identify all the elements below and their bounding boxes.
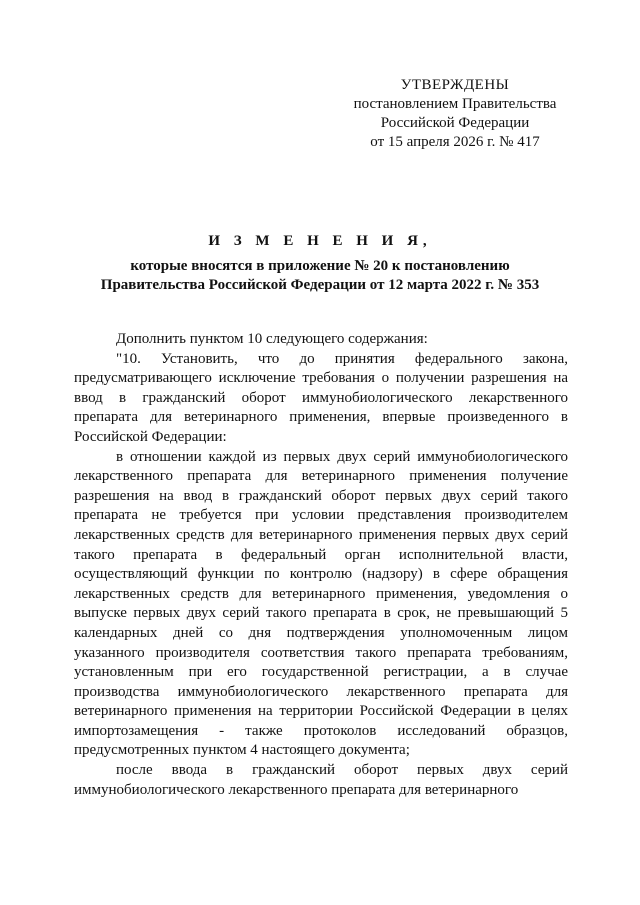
paragraph-2: в отношении каждой из первых двух серий иммунобиологического лекарственного препарата для ветеринарного применения получение разрешения на ввод в гражданский оборот первых двух серий такого препарата не требуется при условии представления производителем лекарственных средств для ветеринарного применения первых двух серий такого препарата в федеральный орган исполнительной власти, осуществляющий функции по контролю (надзору) в сфере обращения лекарственных средств для ветеринарного применения, уведомления о выпуске первых двух серий такого препарата в срок, не превышающий 5 календарных дней со дня подтверждения уполномоченным лицом указанного производителя соответствия такого препарата требованиям, установленным при его государственной регистрации, а в случае производства иммунобиологического лекарственного препарата для ветеринарного применения на территории Российской Федерации в целях импортозамещения - также протоколов исследований образцов, предусмотренных пунктом 4 настоящего документа;: [74, 448, 568, 759]
document-heading: [60, 232, 580, 295]
heading-line-1: которые вносятся в приложение № 20 к постановлению: [130, 258, 510, 274]
heading-line-2: Правительства Российской Федерации от 12 марта 2022 г. № 353: [100, 277, 540, 293]
document-body: [74, 330, 568, 800]
approval-stamp: [340, 76, 570, 152]
heading-title: И З М Е Н Е Н И Я,: [208, 233, 432, 249]
approval-line-3: от 15 апреля 2026 г. № 417: [370, 134, 540, 150]
paragraph-1: "10. Установить, что до принятия федерального закона, предусматривающего исключение требования о получении разрешения на ввод в гражданский оборот иммунобиологического лекарственного препарата для ветеринарного применения, впервые произведенного в Российской Федерации:: [74, 350, 568, 445]
approval-title: УТВЕРЖДЕНЫ: [400, 77, 510, 93]
approval-line-2: Российской Федерации: [380, 115, 530, 131]
approval-line-1: постановлением Правительства: [353, 96, 557, 112]
paragraph-3: после ввода в гражданский оборот первых двух серий иммунобиологического лекарственного препарата для ветеринарного: [74, 762, 568, 798]
intro-paragraph: Дополнить пунктом 10 следующего содержания:: [116, 331, 428, 347]
